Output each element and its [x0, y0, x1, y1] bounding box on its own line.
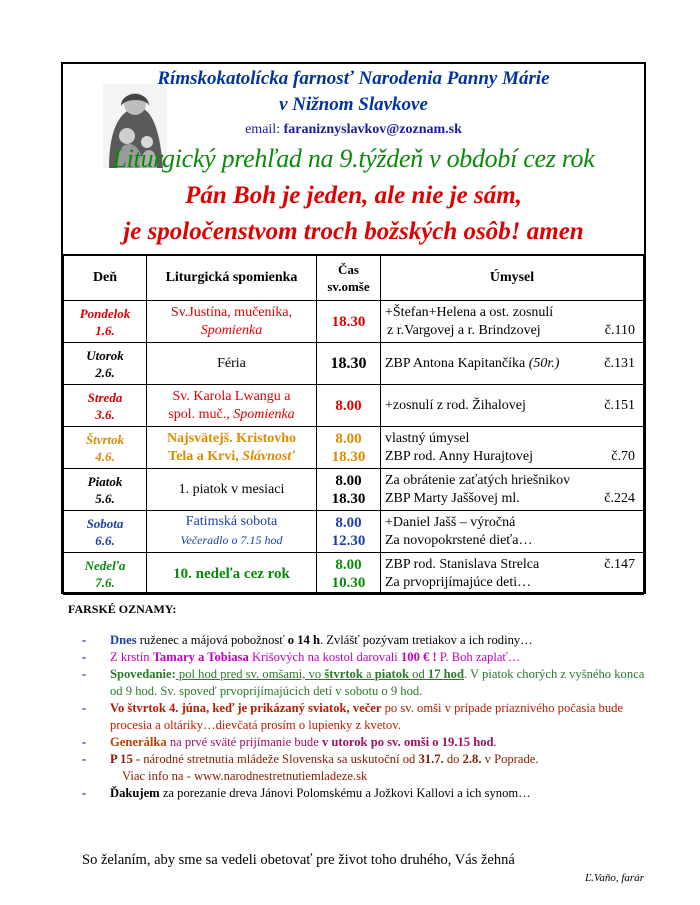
intention-text: z r.Vargovej a r. Brindzovej [387, 322, 541, 338]
note-text: Generálka [110, 735, 167, 749]
note-text: Tamary a Tobiasa [152, 650, 249, 664]
day-date: 7.6. [95, 574, 115, 590]
memorial-line: Sv. Karola Lwangu a [172, 388, 291, 404]
note-text: 2.8. [462, 752, 482, 766]
intention-text: ZBP rod. Anny Hurajtovej [385, 448, 534, 464]
day-date: 3.6. [95, 406, 115, 422]
mass-time: 8.00 [335, 472, 362, 489]
time-cell [317, 343, 381, 385]
table-row [64, 553, 644, 595]
memorial-cell [147, 469, 317, 511]
note-text: po sv. omši v prípade priaznivého počasia bude procesia a oltáriky…dievčatá prosím o lupienky z kvetov. [110, 701, 624, 732]
memorial-line: spol. muč., [168, 406, 234, 422]
intention-text: ZBP Marty Jaššovej ml. [385, 490, 520, 506]
table-row [64, 427, 644, 469]
intention-note: (50r.) [528, 355, 560, 371]
note-text: 17 hod [427, 667, 464, 681]
intention-text: Za obrátenie zaťatých hriešnikov [385, 472, 571, 488]
table-header-row [64, 256, 644, 301]
note-text: a [362, 667, 375, 681]
intention-cell [381, 385, 644, 427]
memorial-line: Sv.Justína, mučeníka, [170, 304, 293, 320]
mass-time: 18.30 [331, 448, 366, 465]
intention-number: č.224 [604, 490, 635, 506]
time-cell [317, 553, 381, 595]
table-row [64, 469, 644, 511]
email-address[interactable]: faraniznyslavkov@zoznam.sk [283, 122, 462, 137]
intention-text: Za prvoprijímajúce deti… [385, 574, 532, 590]
time-cell [317, 385, 381, 427]
note-item [82, 751, 657, 785]
mass-time: 8.00 [335, 397, 362, 414]
mass-time: 8.00 [335, 556, 362, 573]
day-date: 5.6. [95, 490, 115, 506]
note-text: národné stretnutia mládeže Slovenska sa uskutoční od [140, 752, 419, 766]
time-cell [317, 427, 381, 469]
note-text: P 15 - [110, 752, 141, 766]
intention-text: ZBP rod. Stanislava Strelca [385, 556, 540, 572]
memorial-line: Fatimská sobota [185, 514, 278, 529]
note-item [82, 632, 657, 649]
note-item [82, 700, 657, 734]
mass-time: 18.30 [331, 313, 366, 330]
header-time: Čas sv.omše [317, 256, 381, 301]
note-text: na prvé sväté prijímanie bude [166, 735, 322, 749]
memorial-line: 1. piatok v mesiaci [178, 481, 285, 497]
day-cell [64, 343, 147, 385]
memorial-cell [147, 301, 317, 343]
memorial-line: Tela a Krvi, [168, 448, 243, 464]
memorial-cell [147, 343, 317, 385]
table-row [64, 385, 644, 427]
notes-title: FARSKÉ OZNAMY: [68, 602, 177, 616]
motto-line-1: Pán Boh je jeden, ale nie je sám, [185, 182, 522, 209]
intention-number: č.110 [604, 322, 635, 338]
day-name: Nedeľa [84, 557, 126, 573]
note-text: Vo štvrtok 4. júna, keď je prikázaný sviatok, večer [110, 701, 382, 715]
day-name: Sobota [86, 515, 124, 531]
memorial-cell [147, 511, 317, 553]
note-item [82, 649, 657, 666]
day-name: Streda [87, 389, 123, 405]
memorial-rank: Spomienka [200, 322, 263, 338]
mass-time: 12.30 [331, 532, 366, 549]
mass-time: 18.30 [331, 490, 366, 507]
intention-cell [381, 301, 644, 343]
bullet: - [82, 633, 87, 647]
note-text: pol hod pred sv. omšami, vo [175, 667, 325, 681]
note-text: P. Boh zaplať… [436, 650, 521, 664]
intention-text: ZBP Antona Kapitančíka [385, 355, 526, 371]
intention-cell [381, 553, 644, 595]
note-text: piatok [374, 667, 410, 681]
intention-cell [381, 511, 644, 553]
parish-name: Rímskokatolícka farnosť Narodenia Panny Márie [157, 68, 550, 89]
note-link[interactable]: Viac info na - www.narodnestretnutiemladeze.sk [122, 769, 368, 783]
memorial-line: Féria [217, 355, 246, 371]
day-cell [64, 469, 147, 511]
note-text: ruženec a májová pobožnosť [136, 633, 288, 647]
header-day: Deň [64, 256, 147, 301]
table-row [64, 343, 644, 385]
mass-time: 8.00 [335, 430, 362, 447]
intention-text: Za novopokrstené dieťa… [385, 532, 533, 548]
memorial-cell [147, 553, 317, 595]
time-cell [317, 469, 381, 511]
day-name: Utorok [86, 347, 124, 363]
intention-cell [381, 469, 644, 511]
note-text: za porezanie dreva Jánovi Polomskému a Jožkovi Kallovi a ich synom… [159, 786, 531, 800]
intention-cell [381, 427, 644, 469]
intention-number: č.70 [611, 448, 635, 464]
mass-time: 18.30 [330, 354, 367, 372]
parish-location: v Nižnom Slavkove [279, 94, 428, 115]
day-date: 2.6. [95, 364, 115, 380]
intention-number: č.147 [604, 556, 635, 572]
day-name: Štvrtok [85, 431, 125, 447]
day-name: Piatok [87, 473, 123, 489]
memorial-rank: Slávnosť [242, 448, 295, 464]
motto-line-2: je spoločenstvom troch božských osôb! amen [123, 218, 584, 245]
time-cell [317, 511, 381, 553]
intention-text: vlastný úmysel [385, 430, 470, 446]
note-text: Spovedanie: [110, 667, 176, 681]
intention-text: +Daniel Jašš – výročná [385, 514, 516, 530]
memorial-cell [147, 385, 317, 427]
memorial-line: Najsvätejš. Kristovho [166, 430, 297, 446]
time-cell [317, 301, 381, 343]
note-text: . Zvlášť pozývam tretiakov a ich rodiny… [320, 633, 533, 647]
liturgical-title: Liturgický prehľad na 9.týždeň v období cez rok [112, 144, 595, 173]
day-cell [64, 553, 147, 595]
note-text: Z krstín [110, 650, 153, 664]
intention-text: +zosnulí z rod. Žihalovej [385, 397, 526, 413]
day-name: Pondelok [79, 305, 131, 321]
day-date: 6.6. [95, 532, 115, 548]
note-text: Krišových na kostol darovali [248, 650, 401, 664]
day-date: 4.6. [95, 448, 115, 464]
memorial-cell [147, 427, 317, 469]
day-date: 1.6. [95, 322, 115, 338]
day-cell [64, 427, 147, 469]
closing-text: So želaním, aby sme sa vedeli obetovať pre život toho druhého, Vás žehná [82, 852, 515, 868]
note-text: od [409, 667, 428, 681]
note-item [82, 734, 657, 751]
note-text: 31.7. [418, 752, 444, 766]
note-item [82, 666, 657, 700]
schedule-table [63, 255, 644, 595]
bullet: - [82, 752, 87, 766]
memorial-line: 10. nedeľa cez rok [173, 565, 290, 582]
announcements [82, 632, 657, 802]
note-text: 100 € ! [400, 650, 437, 664]
note-text: . V piatok chorých z vyšného konca od 9 hod. Sv. spoveď prvoprijímajúcich detí v sobotu o 9 hod. [110, 667, 645, 698]
day-cell [64, 511, 147, 553]
bulletin-frame [61, 62, 646, 594]
email-line [63, 122, 644, 138]
header-intention: Úmysel [381, 256, 644, 301]
header-memorial: Liturgická spomienka [147, 256, 317, 301]
intention-number: č.131 [604, 355, 635, 371]
note-text: štvrtok [324, 667, 363, 681]
note-text: v Poprade. [481, 752, 539, 766]
note-item [82, 785, 657, 802]
memorial-rank: Spomienka [233, 406, 295, 422]
intention-number: č.151 [604, 397, 635, 413]
bullet: - [82, 667, 87, 681]
memorial-note: Večeradlo o 7.15 hod [180, 533, 283, 547]
bulletin-header [63, 64, 644, 255]
day-cell [64, 301, 147, 343]
table-row [64, 511, 644, 553]
intention-cell [381, 343, 644, 385]
bullet: - [82, 650, 87, 664]
note-text: Dnes [110, 633, 137, 647]
day-cell [64, 385, 147, 427]
bullet: - [82, 735, 87, 749]
note-text: do [443, 752, 463, 766]
email-label: email: [245, 122, 281, 137]
intention-text: +Štefan+Helena a ost. zosnulí [385, 304, 554, 320]
bullet: - [82, 701, 87, 715]
mass-time: 8.00 [335, 514, 362, 531]
note-text: . [493, 735, 497, 749]
note-text: o 14 h [287, 633, 320, 647]
note-text: v utorok po sv. omši o 19.15 hod [321, 735, 494, 749]
note-text: Ďakujem [110, 786, 160, 800]
table-row [64, 301, 644, 343]
mass-time: 10.30 [331, 574, 366, 591]
signature: Ľ.Vaňo, farár [585, 872, 644, 884]
bullet: - [82, 786, 87, 800]
